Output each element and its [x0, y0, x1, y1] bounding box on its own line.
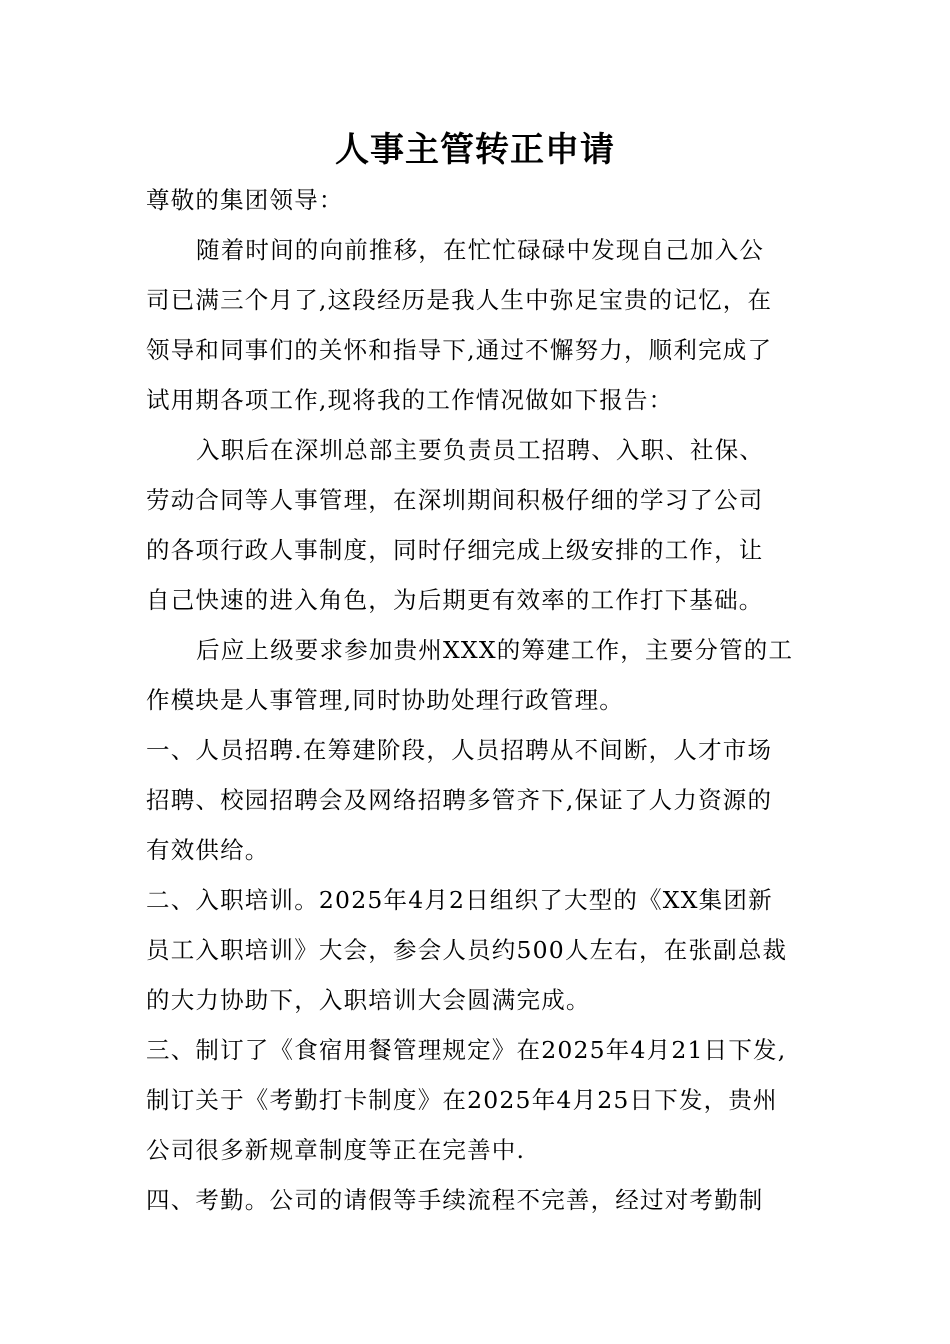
- paragraph-line: 自己快速的进入角色，为后期更有效率的工作打下基础。: [146, 586, 764, 614]
- list-item-line: 二、入职培训。2025年4月2日组织了大型的《XX集团新: [146, 886, 773, 914]
- list-item-line: 有效供给。: [146, 836, 270, 864]
- list-item-line: 公司很多新规章制度等正在完善中.: [146, 1136, 526, 1164]
- document-title: 人事主管转正申请: [335, 130, 615, 170]
- paragraph-line: 劳动合同等人事管理，在深圳期间积极仔细的学习了公司: [146, 486, 764, 514]
- list-item-line: 三、制订了《食宿用餐管理规定》在2025年4月21日下发,: [146, 1036, 787, 1064]
- list-item-line: 四、考勤。公司的请假等手续流程不完善，经过对考勤制: [146, 1186, 764, 1214]
- paragraph-line: 后应上级要求参加贵州XXX的筹建工作，主要分管的工: [196, 636, 794, 664]
- paragraph-line: 试用期各项工作,现将我的工作情况做如下报告：: [146, 386, 674, 414]
- list-item-line: 招聘、校园招聘会及网络招聘多管齐下,保证了人力资源的: [146, 786, 773, 814]
- list-item-line: 制订关于《考勤打卡制度》在2025年4月25日下发，贵州: [146, 1086, 778, 1114]
- paragraph-line: 司已满三个月了,这段经历是我人生中弥足宝贵的记忆，在: [146, 286, 773, 314]
- paragraph-line: 的各项行政人事制度，同时仔细完成上级安排的工作，让: [146, 536, 764, 564]
- paragraph-line: 领导和同事们的关怀和指导下,通过不懈努力，顺利完成了: [146, 336, 773, 364]
- paragraph-line: 作模块是人事管理,同时协助处理行政管理。: [146, 686, 624, 714]
- list-item-line: 一、人员招聘.在筹建阶段，人员招聘从不间断，人才市场: [146, 736, 773, 764]
- paragraph-line: 随着时间的向前推移，在忙忙碌碌中发现自己加入公: [196, 236, 765, 264]
- paragraph-line: 入职后在深圳总部主要负责员工招聘、入职、社保、: [196, 436, 765, 464]
- list-item-line: 的大力协助下，入职培训大会圆满完成。: [146, 986, 591, 1014]
- list-item-line: 员工入职培训》大会，参会人员约500人左右，在张副总裁: [146, 936, 788, 964]
- salutation-line: 尊敬的集团领导：: [146, 186, 344, 214]
